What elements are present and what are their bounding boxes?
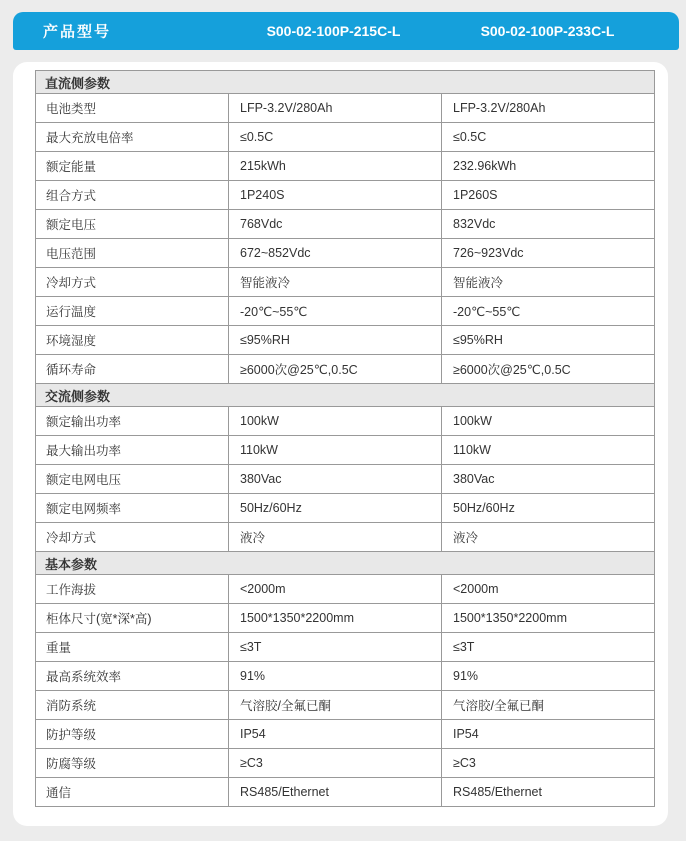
- table-row: [36, 749, 654, 778]
- row-value-model-2: ≤0.5C: [441, 123, 654, 151]
- row-value-model-2: 1P260S: [441, 181, 654, 209]
- row-value-model-1: 液冷: [228, 523, 441, 551]
- row-value-model-2: 1500*1350*2200mm: [441, 604, 654, 632]
- row-value-model-2: ≤3T: [441, 633, 654, 661]
- row-value-model-1: 215kWh: [228, 152, 441, 180]
- row-value-model-1: 1P240S: [228, 181, 441, 209]
- row-value-model-2: 832Vdc: [441, 210, 654, 238]
- row-label: 通信: [46, 786, 72, 800]
- row-value-model-1: <2000m: [228, 575, 441, 603]
- table-row: [36, 633, 654, 662]
- row-label: 最大充放电倍率: [46, 131, 134, 145]
- row-value-model-2: -20℃~55℃: [441, 297, 654, 325]
- row-label: 柜体尺寸(宽*深*高): [46, 612, 152, 626]
- row-label: 额定能量: [46, 160, 97, 174]
- row-value-model-2: 380Vac: [441, 465, 654, 493]
- row-label: 最高系统效率: [46, 670, 122, 684]
- row-value-model-1: ≥C3: [228, 749, 441, 777]
- table-row: [36, 123, 654, 152]
- table-row: [36, 297, 654, 326]
- row-label: 重量: [46, 641, 72, 655]
- product-model-label: 产品型号: [43, 23, 112, 41]
- row-label: 额定输出功率: [46, 415, 122, 429]
- row-value-model-1: 气溶胶/全氟已酮: [228, 691, 441, 719]
- row-value-model-1: 768Vdc: [228, 210, 441, 238]
- table-row: [36, 239, 654, 268]
- row-value-model-2: 液冷: [441, 523, 654, 551]
- row-value-model-1: ≤0.5C: [228, 123, 441, 151]
- row-label: 电压范围: [46, 247, 97, 261]
- row-label: 额定电压: [46, 218, 97, 232]
- row-value-model-1: -20℃~55℃: [228, 297, 441, 325]
- table-row: [36, 326, 654, 355]
- row-value-model-2: 100kW: [441, 407, 654, 435]
- row-value-model-2: ≥C3: [441, 749, 654, 777]
- row-value-model-2: RS485/Ethernet: [441, 778, 654, 806]
- row-value-model-1: ≥6000次@25℃,0.5C: [228, 355, 441, 383]
- spec-table: [35, 70, 655, 807]
- table-row: [36, 94, 654, 123]
- table-row: [36, 523, 654, 552]
- row-value-model-1: 50Hz/60Hz: [228, 494, 441, 522]
- table-row: [36, 268, 654, 297]
- row-value-model-1: 1500*1350*2200mm: [228, 604, 441, 632]
- row-value-model-2: LFP-3.2V/280Ah: [441, 94, 654, 122]
- table-row: [36, 407, 654, 436]
- row-label: 额定电网频率: [46, 502, 122, 516]
- row-label: 循环寿命: [46, 363, 97, 377]
- row-value-model-1: IP54: [228, 720, 441, 748]
- table-row: [36, 436, 654, 465]
- row-value-model-2: 726~923Vdc: [441, 239, 654, 267]
- table-row: [36, 575, 654, 604]
- table-row: [36, 604, 654, 633]
- row-value-model-2: 智能液冷: [441, 268, 654, 296]
- row-label: 消防系统: [46, 699, 97, 713]
- row-value-model-1: LFP-3.2V/280Ah: [228, 94, 441, 122]
- row-label: 防护等级: [46, 728, 97, 742]
- row-label: 额定电网电压: [46, 473, 122, 487]
- section-header: 直流侧参数: [36, 71, 654, 94]
- table-row: [36, 662, 654, 691]
- row-value-model-1: 智能液冷: [228, 268, 441, 296]
- row-value-model-1: ≤3T: [228, 633, 441, 661]
- row-value-model-2: 50Hz/60Hz: [441, 494, 654, 522]
- row-label: 运行温度: [46, 305, 97, 319]
- row-label: 最大输出功率: [46, 444, 122, 458]
- table-row: [36, 465, 654, 494]
- table-row: [36, 210, 654, 239]
- row-value-model-2: 91%: [441, 662, 654, 690]
- row-label: 冷却方式: [46, 276, 97, 290]
- spec-card: [13, 62, 668, 826]
- row-value-model-2: ≥6000次@25℃,0.5C: [441, 355, 654, 383]
- product-model-header-bar: [13, 12, 679, 50]
- table-row: [36, 778, 654, 806]
- row-value-model-1: RS485/Ethernet: [228, 778, 441, 806]
- row-label: 工作海拔: [46, 583, 97, 597]
- table-row: [36, 691, 654, 720]
- table-row: [36, 720, 654, 749]
- table-row: [36, 355, 654, 384]
- row-value-model-2: IP54: [441, 720, 654, 748]
- row-value-model-1: 380Vac: [228, 465, 441, 493]
- row-value-model-1: 100kW: [228, 407, 441, 435]
- row-value-model-1: 672~852Vdc: [228, 239, 441, 267]
- table-row: [36, 152, 654, 181]
- row-label: 冷却方式: [46, 531, 97, 545]
- row-label: 防腐等级: [46, 757, 97, 771]
- row-value-model-1: ≤95%RH: [228, 326, 441, 354]
- row-label: 组合方式: [46, 189, 97, 203]
- row-value-model-2: 气溶胶/全氟已酮: [441, 691, 654, 719]
- row-value-model-2: 232.96kWh: [441, 152, 654, 180]
- row-value-model-2: ≤95%RH: [441, 326, 654, 354]
- section-header: 交流侧参数: [36, 384, 654, 407]
- row-value-model-1: 91%: [228, 662, 441, 690]
- row-value-model-1: 110kW: [228, 436, 441, 464]
- row-label: 电池类型: [46, 102, 97, 116]
- model-name-1: S00-02-100P-215C-L: [266, 23, 401, 39]
- section-header: 基本参数: [36, 552, 654, 575]
- table-row: [36, 494, 654, 523]
- row-value-model-2: <2000m: [441, 575, 654, 603]
- row-value-model-2: 110kW: [441, 436, 654, 464]
- model-name-2: S00-02-100P-233C-L: [480, 23, 615, 39]
- table-row: [36, 181, 654, 210]
- row-label: 环境湿度: [46, 334, 97, 348]
